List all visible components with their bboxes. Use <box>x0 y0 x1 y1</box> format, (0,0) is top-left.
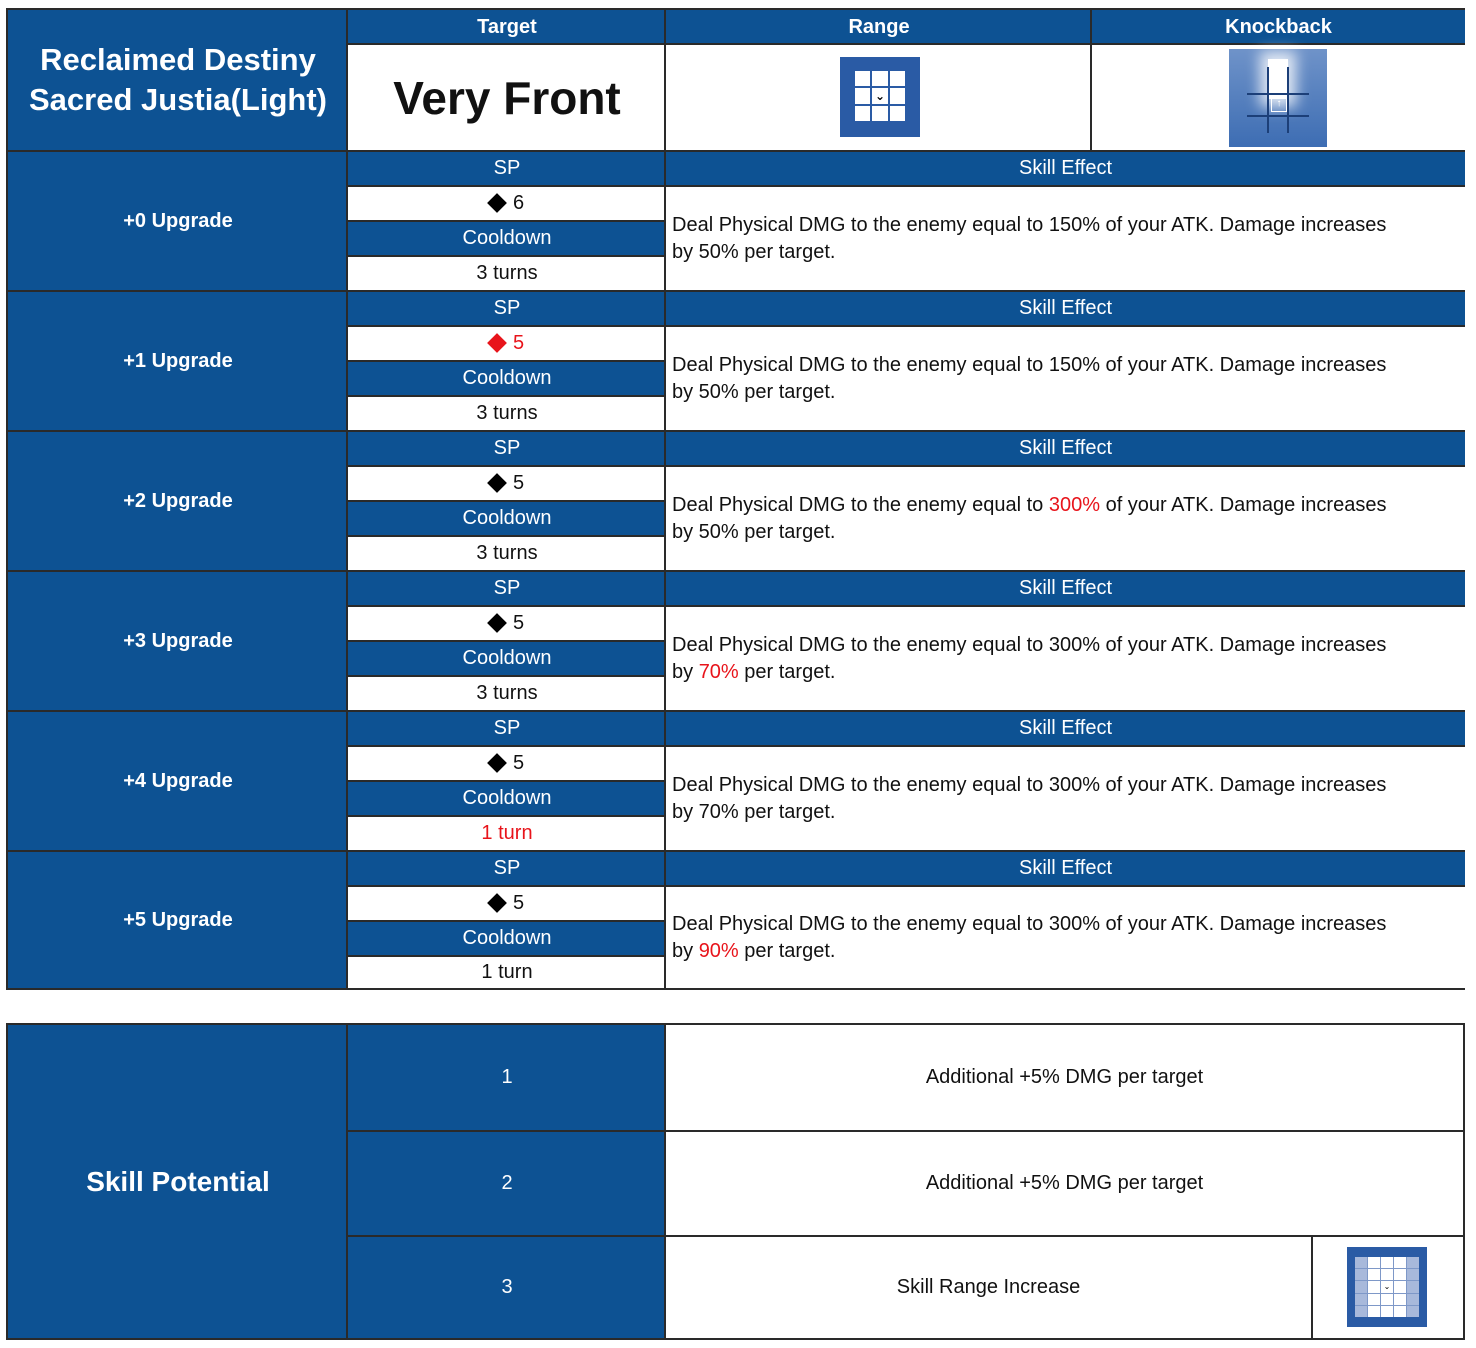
skill-effect-header: Skill Effect <box>664 570 1465 605</box>
range-cell <box>664 43 1092 150</box>
knockback-cell <box>1090 43 1465 150</box>
target-check-icon: ⌄ <box>872 88 887 103</box>
skill-potential-table <box>6 1023 1465 1340</box>
sp-value: 5 <box>346 885 666 920</box>
cooldown-value: 3 turns <box>346 255 666 290</box>
sp-value: 5 <box>346 465 666 500</box>
upgrade-label: +0 Upgrade <box>8 150 348 290</box>
sp-header: SP <box>346 430 666 465</box>
potential-text: Skill Range Increase <box>664 1235 1311 1338</box>
cooldown-header: Cooldown <box>346 500 666 535</box>
knockback-arrow-icon: ↑ <box>1229 49 1327 147</box>
cooldown-value: 3 turns <box>346 395 666 430</box>
skill-effect-header: Skill Effect <box>664 430 1465 465</box>
skill-table <box>6 8 1465 990</box>
potential-level: 3 <box>346 1235 666 1338</box>
diamond-icon <box>487 473 507 493</box>
upgrade-label: +3 Upgrade <box>8 570 348 710</box>
range-header: Range <box>664 10 1092 45</box>
skill-name <box>8 10 348 150</box>
skill-effect-text: Deal Physical DMG to the enemy equal to 300% of your ATK. Damage increases by 90% per target. <box>664 885 1465 988</box>
target-header: Target <box>346 10 666 45</box>
range-grid-icon <box>840 57 920 137</box>
diamond-icon <box>487 333 507 353</box>
skill-potential-title: Skill Potential <box>8 1025 348 1338</box>
upgrade-label: +5 Upgrade <box>8 850 348 988</box>
skill-effect-header: Skill Effect <box>664 290 1465 325</box>
range-increase-cell <box>1311 1235 1463 1338</box>
diamond-icon <box>487 613 507 633</box>
sp-value: 5 <box>346 605 666 640</box>
skill-name-line2: Sacred Justia(Light) <box>29 82 327 117</box>
potential-text: Additional +5% DMG per target <box>664 1130 1463 1235</box>
upgrade-label: +4 Upgrade <box>8 710 348 850</box>
target-value: Very Front <box>346 43 666 150</box>
sp-header: SP <box>346 290 666 325</box>
cooldown-value: 1 turn <box>346 815 666 850</box>
sp-value: 6 <box>346 185 666 220</box>
skill-effect-text: Deal Physical DMG to the enemy equal to 300% of your ATK. Damage increases by 70% per target. <box>664 605 1465 710</box>
potential-level: 2 <box>346 1130 666 1235</box>
cooldown-value: 1 turn <box>346 955 666 988</box>
knockback-header: Knockback <box>1090 10 1465 45</box>
target-check-icon: ⌄ <box>1381 1281 1393 1292</box>
diamond-icon <box>487 893 507 913</box>
skill-name-line1: Reclaimed Destiny <box>40 42 316 77</box>
cooldown-value: 3 turns <box>346 535 666 570</box>
potential-level: 1 <box>346 1025 666 1130</box>
sp-header: SP <box>346 710 666 745</box>
skill-effect-text: Deal Physical DMG to the enemy equal to 300% of your ATK. Damage increases by 50% per target. <box>664 465 1465 570</box>
upgrade-label: +1 Upgrade <box>8 290 348 430</box>
expanded-range-grid-icon <box>1347 1247 1427 1327</box>
cooldown-header: Cooldown <box>346 780 666 815</box>
cooldown-header: Cooldown <box>346 920 666 955</box>
cooldown-header: Cooldown <box>346 220 666 255</box>
sp-header: SP <box>346 150 666 185</box>
skill-effect-text: Deal Physical DMG to the enemy equal to 150% of your ATK. Damage increases by 50% per target. <box>664 185 1465 290</box>
skill-effect-header: Skill Effect <box>664 150 1465 185</box>
skill-effect-text: Deal Physical DMG to the enemy equal to 300% of your ATK. Damage increases by 70% per target. <box>664 745 1465 850</box>
upgrade-label: +2 Upgrade <box>8 430 348 570</box>
skill-effect-header: Skill Effect <box>664 850 1465 885</box>
skill-effect-header: Skill Effect <box>664 710 1465 745</box>
sp-header: SP <box>346 570 666 605</box>
skill-effect-text: Deal Physical DMG to the enemy equal to 150% of your ATK. Damage increases by 50% per target. <box>664 325 1465 430</box>
sp-value: 5 <box>346 745 666 780</box>
sp-value: 5 <box>346 325 666 360</box>
sp-header: SP <box>346 850 666 885</box>
cooldown-header: Cooldown <box>346 640 666 675</box>
cooldown-value: 3 turns <box>346 675 666 710</box>
potential-text: Additional +5% DMG per target <box>664 1025 1463 1130</box>
diamond-icon <box>487 193 507 213</box>
diamond-icon <box>487 753 507 773</box>
cooldown-header: Cooldown <box>346 360 666 395</box>
